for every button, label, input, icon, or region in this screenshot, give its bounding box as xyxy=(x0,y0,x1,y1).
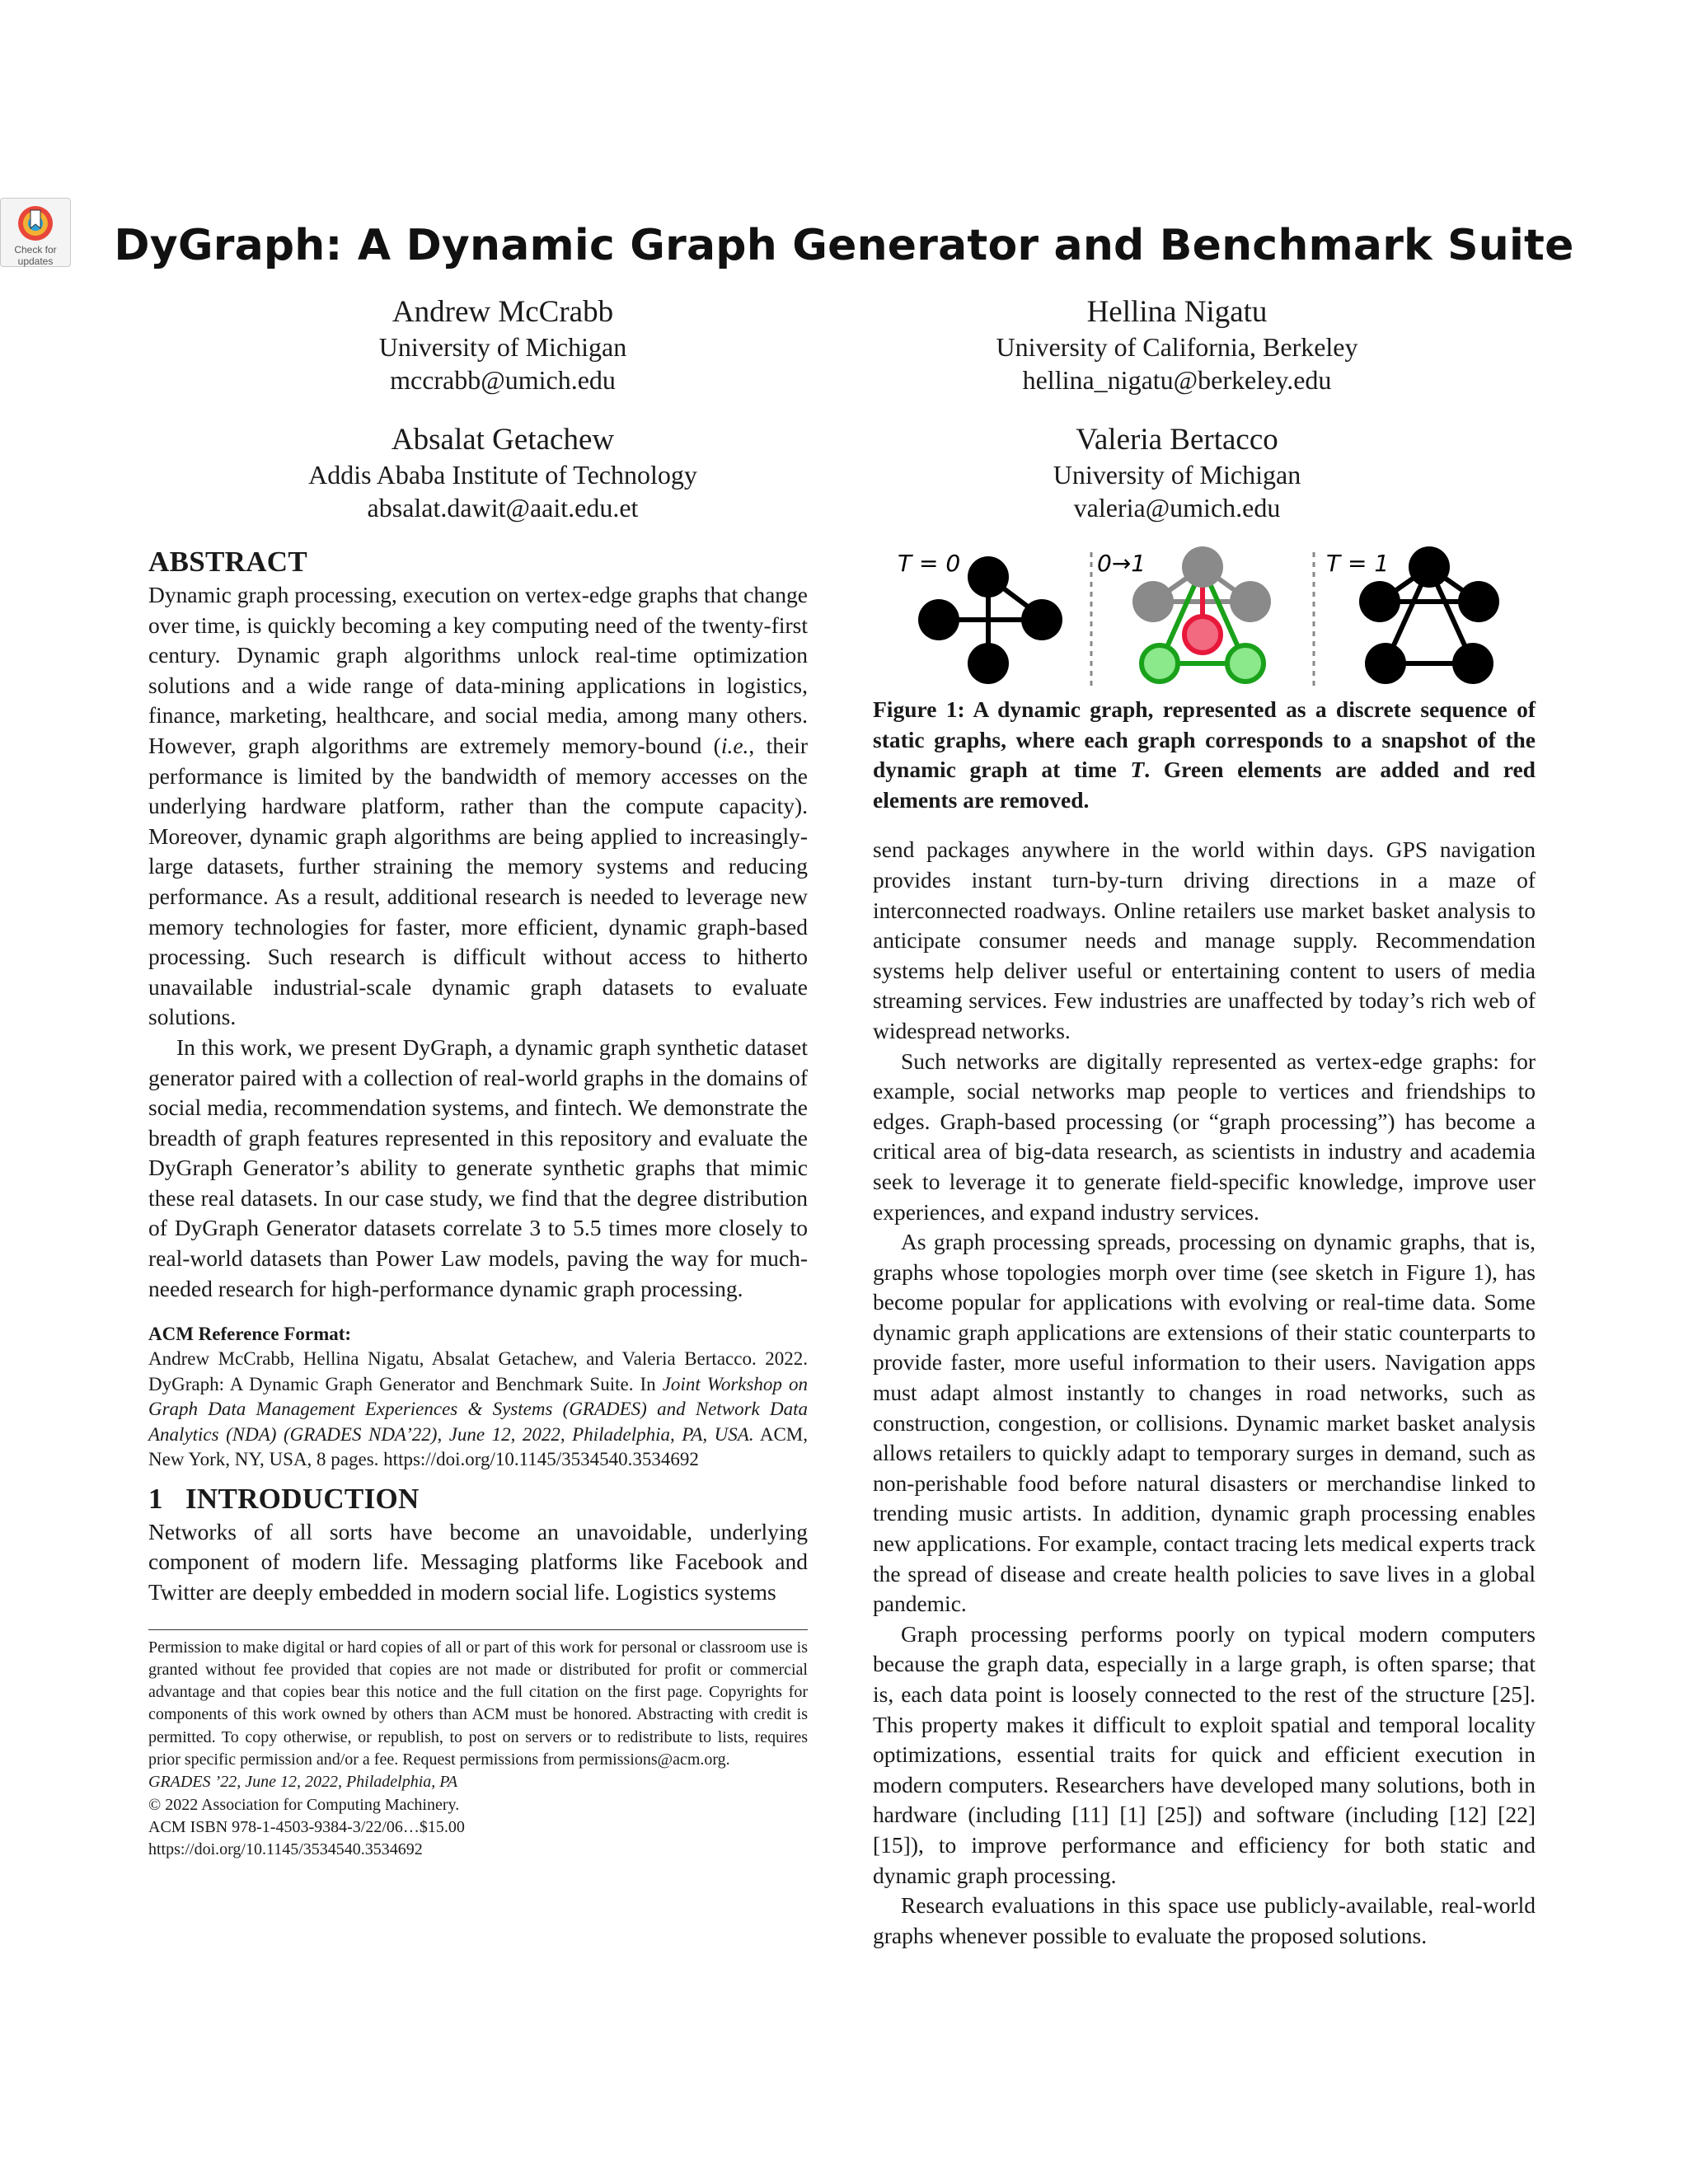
node xyxy=(1230,581,1271,622)
right-paragraph-1: send packages anywhere in the world within days. GPS navigation provides instant turn-by-turn driving directions in a maze of interconnected roadways. Online retailers use market basket analysis to anticipate consumer needs and manage supply. Recommendation systems help deliver useful or entertaining content to users of media streaming services. Few industries are unaffected by today’s rich web of widespread networks. xyxy=(873,837,1536,1043)
left-column xyxy=(148,544,808,1862)
node xyxy=(1458,581,1499,622)
abstract-paragraph-2: In this work, we present DyGraph, a dynamic graph synthetic dataset generator paired with a collection of real-world graphs in the domains of social media, recommendation systems, and fintech. We demonstrate the breadth of graph features represented in this repository and evaluate the DyGraph Generator’s ability to generate synthetic graphs that mimic these real datasets. In our case study, we find that the degree distribution of DyGraph Generator datasets correlate 3 to 5.5 times more closely to real-world datasets than Power Law models, paving the way for much-needed research for high-performance dynamic graph processing. xyxy=(148,1033,808,1301)
footnote-divider xyxy=(148,1629,808,1630)
author-email[interactable]: hellina_nigatu@berkeley.edu xyxy=(1022,365,1332,395)
right-column xyxy=(873,544,1536,1951)
author-block-2 xyxy=(864,294,1490,396)
footnote-isbn: ACM ISBN 978-1-4503-9384-3/22/06…$15.00 xyxy=(148,1817,465,1836)
permission-notice: Permission to make digital or hard copies of all or part of this work for personal or classroom use is granted without fee provided that copies are not made or distributed for profit or commercial advantage and that copies bear this notice and the full citation on the first page. Copyrights for components of this work owned by others than ACM must be honored. Abstracting with credit is permitted. To copy otherwise, or republish, to post on servers or to redistribute to lists, requires prior specific permission and/or a fee. Request permissions from permissions@acm.org. xyxy=(148,1638,808,1769)
author-email[interactable]: absalat.dawit@aait.edu.et xyxy=(367,493,639,523)
author-email[interactable]: valeria@umich.edu xyxy=(1073,493,1281,523)
author-affiliation: University of Michigan xyxy=(378,332,627,362)
author-block-1 xyxy=(190,294,816,396)
figure-1-caption: Figure 1: A dynamic graph, represented as a discrete sequence of static graphs, where each graph corresponds to a snapshot of the dynamic graph at time T. Green elements are added and red elements are removed. xyxy=(873,696,1536,813)
node xyxy=(1365,643,1406,684)
node xyxy=(968,643,1009,684)
author-name: Andrew McCrabb xyxy=(392,295,614,329)
introduction-paragraph-1: Networks of all sorts have become an unavoidable, underlying component of modern life. Messaging platforms like Facebook and Twitter are deeply embedded in modern social life. Logistics systems xyxy=(148,1518,808,1605)
added-node xyxy=(1227,645,1264,682)
acm-reference-text: Andrew McCrabb, Hellina Nigatu, Absalat Getachew, and Valeria Bertacco. 2022. DyGraph: A Dynamic Graph Generator and Benchmark Suite. In Joint Workshop on Graph Data Management Experiences & Systems (GRADES) and Network Data Analytics (NDA) (GRADES NDA’22), June 12, 2022, Philadelphia, PA, USA. ACM, New York, NY, USA, 8 pages. https://doi.org/10.1145/3534540.3534692 xyxy=(148,1348,808,1470)
introduction-heading: 1 INTRODUCTION xyxy=(148,1482,420,1515)
added-node xyxy=(1142,645,1178,682)
dynamic-graph-diagram xyxy=(873,544,1536,688)
author-email[interactable]: mccrabb@umich.edu xyxy=(390,365,616,395)
footnote-copyright: © 2022 Association for Computing Machinery. xyxy=(148,1795,460,1814)
node xyxy=(1021,599,1062,640)
abstract-paragraph-1: Dynamic graph processing, execution on vertex-edge graphs that change over time, is quickly becoming a key computing need of the twenty-first century. Dynamic graph algorithms unlock real-time optimization solutions and a wide range of data-mining applications in logistics, finance, marketing, healthcare, and social media, among many others. However, graph algorithms are extremely memory-bound (i.e., their performance is limited by the bandwidth of memory accesses on the underlying hardware platform, rather than the compute capacity). Moreover, dynamic graph algorithms are being applied to increasingly-large datasets, further straining the memory systems and reducing performance. As a result, additional research is needed to leverage new memory technologies for faster, more efficient, dynamic graph-based processing. Such research is difficult without access to hitherto unavailable industrial-scale dynamic graph datasets to evaluate solutions. xyxy=(148,582,808,1030)
node xyxy=(1409,546,1450,588)
node xyxy=(968,556,1009,598)
acm-reference-heading: ACM Reference Format: xyxy=(148,1324,352,1345)
right-paragraph-4: Graph processing performs poorly on typical modern computers because the graph data, especially in a large graph, is often sparse; that is, each data point is loosely connected to the rest of the structure [25]. This property makes it difficult to exploit spatial and temporal locality optimizations, essential traits for quick and efficient execution in modern computers. Researchers have developed many solutions, both in hardware (including [11] [1] [25]) and software (including [12] [22] [15]), to improve performance and efficiency for both static and dynamic graph processing. xyxy=(873,1620,1536,1888)
right-paragraph-5: Research evaluations in this space use publicly-available, real-world graphs whenever possible to evaluate the proposed solutions. xyxy=(873,1892,1536,1948)
author-name: Absalat Getachew xyxy=(391,423,615,457)
node xyxy=(1182,546,1223,588)
abstract-heading: ABSTRACT xyxy=(148,546,308,578)
removed-node xyxy=(1184,616,1221,653)
right-paragraph-3: As graph processing spreads, processing on dynamic graphs, that is, graphs whose topologies morph over time (see sketch in Figure 1), has become popular for applications with evolving or real-time data. Some dynamic graph applications are extensions of their static counterparts to provide faster, more useful information to their users. Navigation apps must adapt almost instantly to changes in road networks, such as construction, congestion, or collisions. Dynamic market basket analysis allows retailers to quickly adapt to temporary surges in demand, such as non-perishable food before natural disasters or merchandise linked to trending music artists. In addition, dynamic graph processing enables new applications. For example, contact tracing lets medical experts track the spread of disease and create health policies to save lives in a global pandemic. xyxy=(873,1229,1536,1617)
author-block-4 xyxy=(864,422,1490,524)
badge-text-line2: updates xyxy=(17,255,54,267)
label-t0: T = 0 xyxy=(898,550,961,577)
author-affiliation: Addis Ababa Institute of Technology xyxy=(308,460,697,490)
author-block-3 xyxy=(190,422,816,524)
node xyxy=(1359,581,1400,622)
author-affiliation: University of California, Berkeley xyxy=(996,332,1358,362)
author-affiliation: University of Michigan xyxy=(1053,460,1301,490)
graph-transition xyxy=(1132,546,1271,682)
node xyxy=(918,599,959,640)
node xyxy=(1132,581,1174,622)
node xyxy=(1452,643,1493,684)
paper-title: DyGraph: A Dynamic Graph Generator and Benchmark Suite xyxy=(114,221,1574,270)
author-name: Valeria Bertacco xyxy=(1076,423,1278,457)
footnote-venue: GRADES ’22, June 12, 2022, Philadelphia, PA xyxy=(148,1773,458,1792)
figure-1 xyxy=(873,544,1536,688)
author-name: Hellina Nigatu xyxy=(1086,295,1268,329)
label-t1: T = 1 xyxy=(1326,550,1390,577)
badge-text-line1: Check for xyxy=(14,244,57,255)
label-transition: 0→1 xyxy=(1097,550,1146,577)
right-paragraph-2: Such networks are digitally represented as vertex-edge graphs: for example, social networks map people to vertices and friendships to edges. Graph-based processing (or “graph processing”) has become a critical area of big-data research, as scientists in industry and academia seek to leverage it to generate field-specific knowledge, improve user experiences, and expand industry services. xyxy=(873,1047,1536,1225)
footnote-doi[interactable]: https://doi.org/10.1145/3534540.3534692 xyxy=(148,1840,423,1859)
